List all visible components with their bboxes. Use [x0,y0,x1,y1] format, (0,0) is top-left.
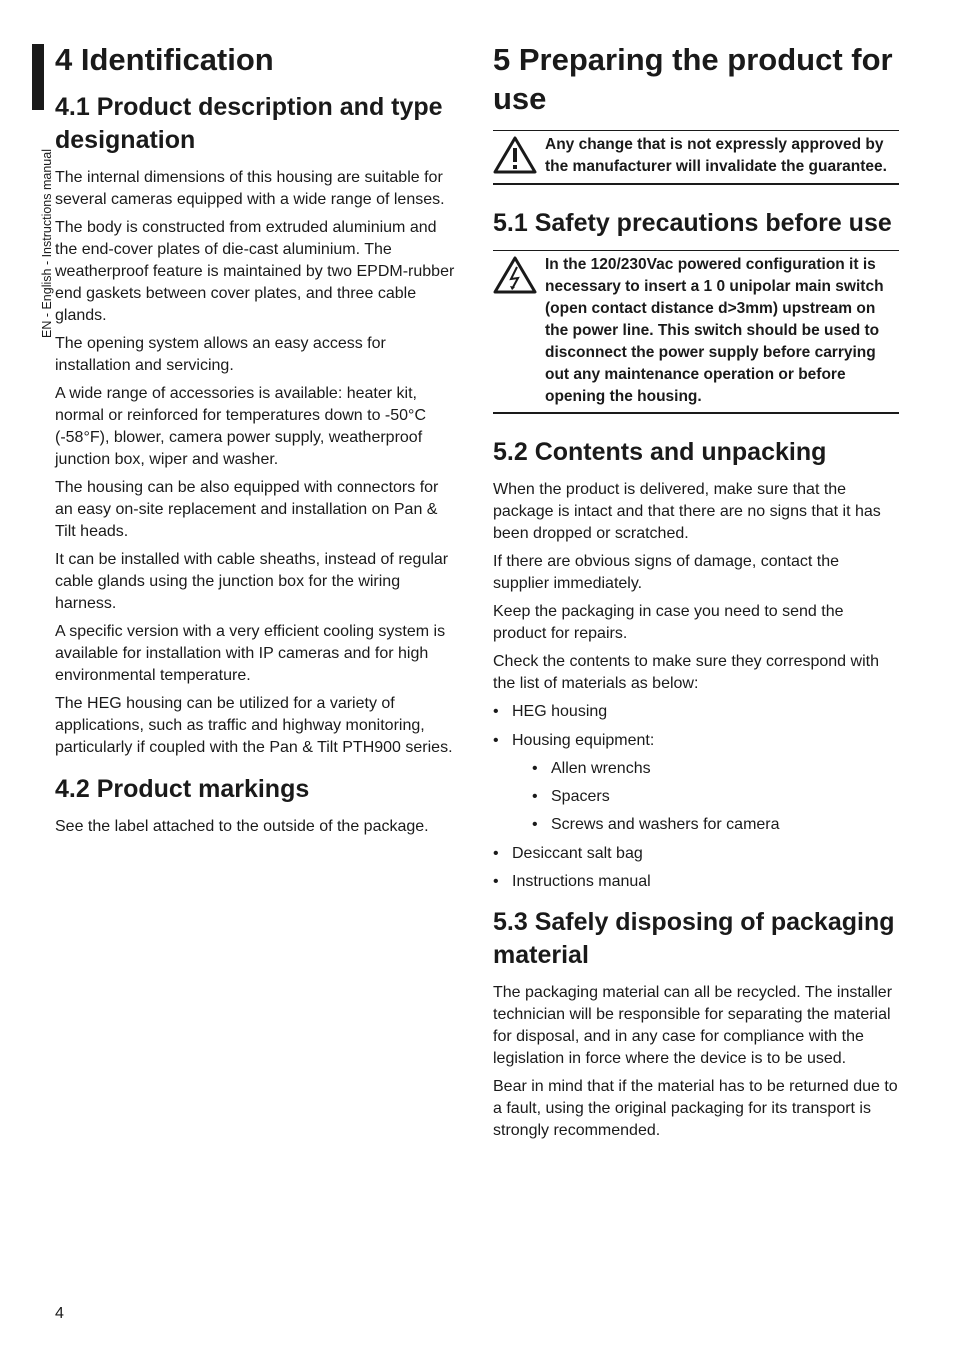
side-bar-marker [32,44,44,110]
page-number: 4 [55,1305,64,1322]
list-item: • Allen wrenchs [532,758,899,780]
paragraph: See the label attached to the outside of the package. [55,818,429,835]
right-column [493,40,899,1148]
paragraph: The internal dimensions of this housing are suitable for several cameras equipped with a wide range of lenses. [55,169,445,208]
paragraph: The housing can be also equipped with connectors for an easy on-site replacement and installation on Pan & Tilt heads. [55,479,439,540]
list-item: • Screws and washers for camera [532,814,899,836]
paragraph: The opening system allows an easy access for installation and servicing. [55,335,386,374]
section-5-3-title: 5.3 Safely disposing of packaging material [493,907,895,969]
equipment-sublist [512,758,899,836]
chapter-4-title: 4 Identification [55,42,274,77]
paragraph: A specific version with a very efficient cooling system is available for installation with IP cameras and for high environmental temperature. [55,623,446,684]
paragraph: A wide range of accessories is available: heater kit, normal or reinforced for temperatures down to -50°C (-58°F), blower, camera power supply, weatherproof junction box, wiper and washer. [55,385,427,468]
paragraph: It can be installed with cable sheaths, instead of regular cable glands using the junction box for the wiring harness. [55,551,449,612]
paragraph: The packaging material can all be recycled. The installer technician will be responsible for separating the material for disposal, and in any case for compliance with the legislation in force where the device is to be used. [493,983,893,1067]
contents-list [493,701,899,893]
list-item: • Spacers [532,786,899,808]
list-item: • Instructions manual [493,871,899,893]
warning-box-guarantee [493,130,899,185]
section-4-1-title: 4.1 Product description and type designation [55,93,443,154]
warning-text: In the 120/230Vac powered configuration it is necessary to insert a 1 0 unipolar main switch (open contact distance d>3mm) upstream on the power line. This switch should be used to disconnect the power supply before carrying out any maintenance operation or before opening the housing. [545,256,884,405]
paragraph: If there are obvious signs of damage, contact the supplier immediately. [493,553,839,592]
paragraph: The body is constructed from extruded aluminium and the end-cover plates of die-cast aluminium. The weatherproof feature is maintained by two EPDM-rubber end gaskets between cover plates, and three cable glands. [55,219,455,324]
paragraph: The HEG housing can be utilized for a variety of applications, such as traffic and highway monitoring, particularly if coupled with the Pan & Tilt PTH900 series. [55,695,453,756]
left-column [55,40,460,844]
warning-box-electrical [493,250,899,414]
paragraph: Check the contents to make sure they correspond with the list of materials as below: [493,653,879,692]
electrical-hazard-icon [493,254,545,408]
chapter-5-title: 5 Preparing the product for use [493,42,893,116]
paragraph: Keep the packaging in case you need to send the product for repairs. [493,603,844,642]
paragraph: Bear in mind that if the material has to be returned due to a fault, using the original packaging for its transport is strongly recommended. [493,1077,898,1139]
list-item-label: Housing equipment: [512,731,655,749]
section-4-2-title: 4.2 Product markings [55,775,310,803]
paragraph: When the product is delivered, make sure that the package is intact and that there are no signs that it has been dropped or scratched. [493,481,881,542]
section-5-1-title: 5.1 Safety precautions before use [493,209,892,237]
sidebar-label: EN - English - Instructions manual [40,149,54,338]
warning-text: Any change that is not expressly approved by the manufacturer will invalidate the guarantee. [545,136,887,175]
warning-triangle-icon [493,134,545,179]
list-item [493,730,899,837]
list-item: • HEG housing [493,701,899,723]
list-item: • Desiccant salt bag [493,843,899,865]
section-5-2-title: 5.2 Contents and unpacking [493,438,827,466]
